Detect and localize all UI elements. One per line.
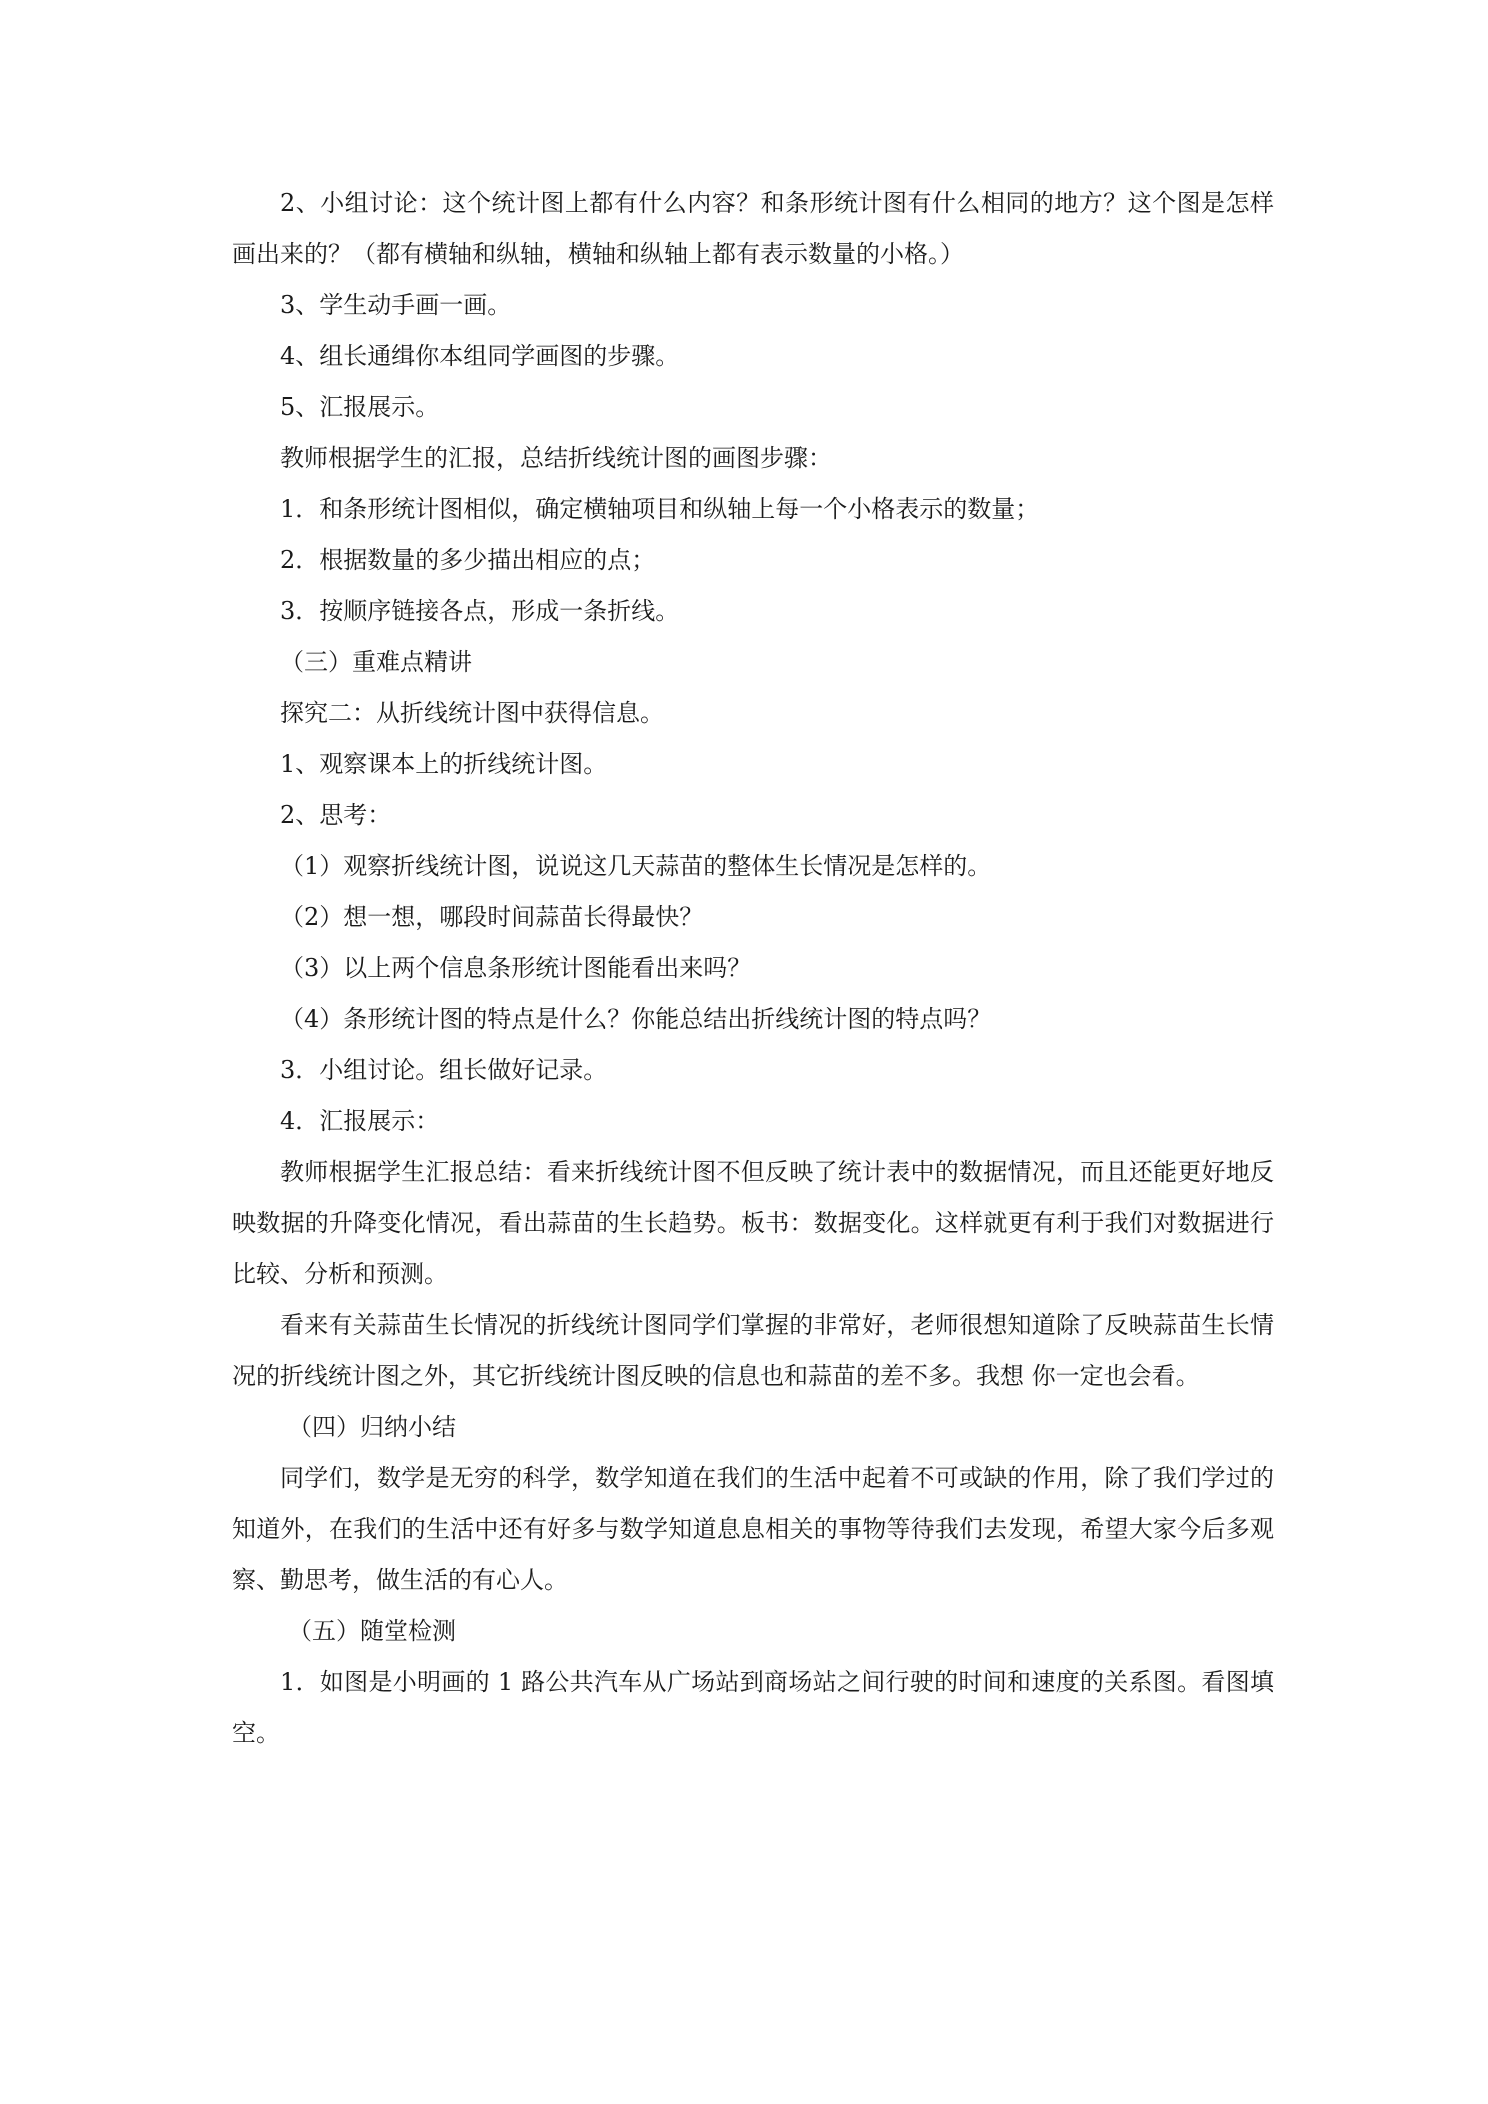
section-heading: （三）重难点精讲 xyxy=(280,648,472,676)
list-item: （1）观察折线统计图，说说这几天蒜苗的整体生长情况是怎样的。 xyxy=(280,852,992,880)
paragraph: 2、思考： xyxy=(280,801,392,829)
list-item: 1．和条形统计图相似，确定横轴项目和纵轴上每一个小格表示的数量； xyxy=(280,495,1040,523)
section-heading: （五）随堂检测 xyxy=(288,1617,456,1645)
paragraph: 教师根据学生汇报总结：看来折线统计图不但反映了统计表中的数据情况，而且还能更好地反映数据的升降变化情况，看出蒜苗的生长趋势。板书：数据变化。这样就更有利于我们对数据进行比较、分析和预测。 xyxy=(232,1158,1274,1288)
paragraph: 教师根据学生的汇报，总结折线统计图的画图步骤： xyxy=(280,444,832,472)
list-item: （2）想一想，哪段时间蒜苗长得最快？ xyxy=(280,903,704,931)
list-item: 3．按顺序链接各点，形成一条折线。 xyxy=(280,597,680,625)
paragraph: 3、学生动手画一画。 xyxy=(280,291,512,319)
paragraph: 同学们，数学是无穷的科学，数学知道在我们的生活中起着不可或缺的作用，除了我们学过的知道外，在我们的生活中还有好多与数学知道息息相关的事物等待我们去发现，希望大家今后多观察、勤思考，做生活的有心人。 xyxy=(232,1464,1274,1594)
list-item: 2．根据数量的多少描出相应的点； xyxy=(280,546,656,574)
section-heading: （四）归纳小结 xyxy=(288,1413,456,1441)
list-item: 4．汇报展示： xyxy=(280,1107,440,1135)
paragraph: 探究二：从折线统计图中获得信息。 xyxy=(280,699,664,727)
paragraph: 看来有关蒜苗生长情况的折线统计图同学们掌握的非常好，老师很想知道除了反映蒜苗生长情况的折线统计图之外，其它折线统计图反映的信息也和蒜苗的差不多。我想 你一定也会看。 xyxy=(232,1311,1274,1390)
paragraph: 2、小组讨论：这个统计图上都有什么内容？和条形统计图有什么相同的地方？这个图是怎样画出来的？（都有横轴和纵轴，横轴和纵轴上都有表示数量的小格。） xyxy=(232,189,1274,268)
list-item: （4）条形统计图的特点是什么？你能总结出折线统计图的特点吗？ xyxy=(280,1005,992,1033)
paragraph: 5、汇报展示。 xyxy=(280,393,440,421)
paragraph: 1、观察课本上的折线统计图。 xyxy=(280,750,608,778)
list-item: （3）以上两个信息条形统计图能看出来吗？ xyxy=(280,954,752,982)
document-page xyxy=(232,178,1274,1759)
paragraph: 1．如图是小明画的 1 路公共汽车从广场站到商场站之间行驶的时间和速度的关系图。看图填空。 xyxy=(232,1668,1274,1747)
list-item: 3．小组讨论。组长做好记录。 xyxy=(280,1056,608,1084)
paragraph: 4、组长通缉你本组同学画图的步骤。 xyxy=(280,342,680,370)
